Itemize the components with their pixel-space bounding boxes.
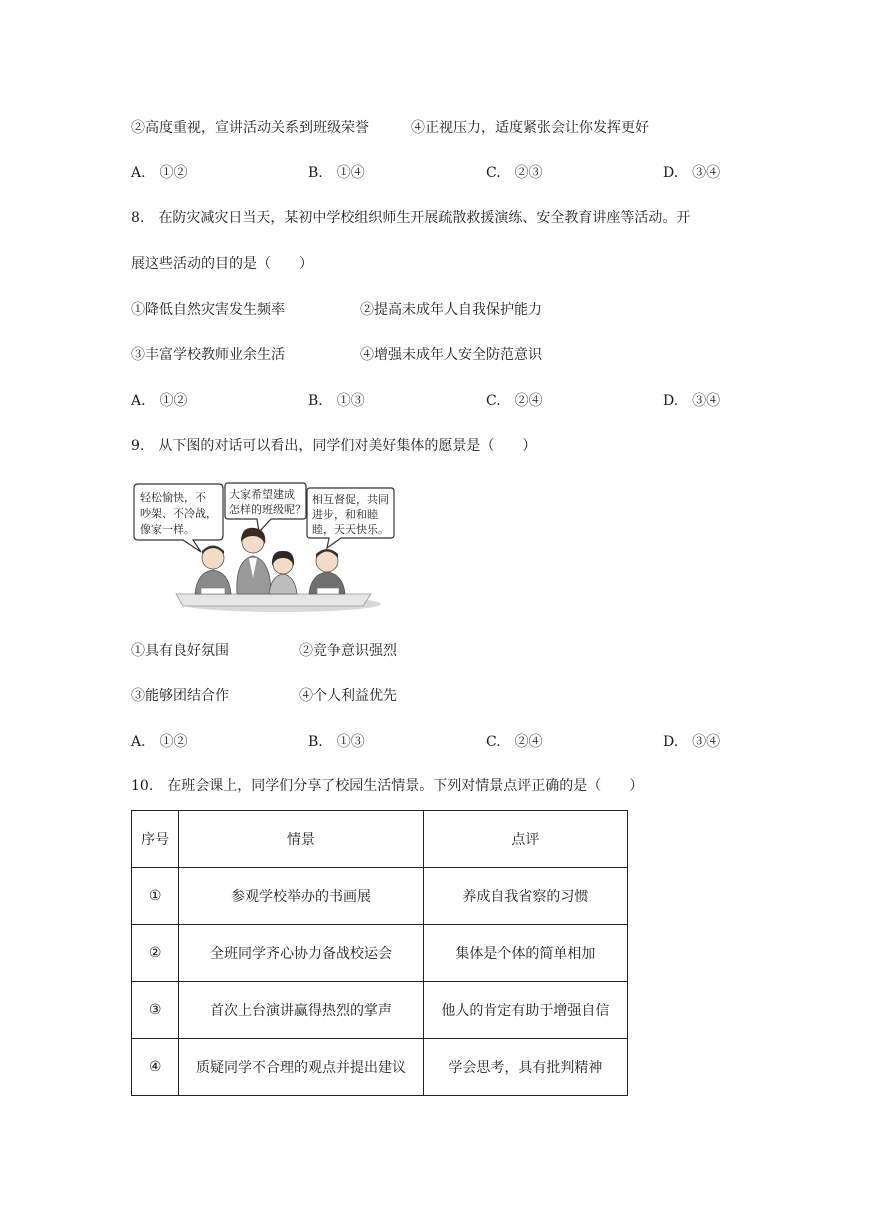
- teacher-standing: [237, 528, 271, 594]
- bubble-right-line1: 相互督促，共同: [312, 494, 389, 506]
- q8-choice-d: D. ③④: [663, 393, 721, 409]
- bubble-right-line2: 进步，和和睦: [312, 509, 378, 521]
- q7-choice-b: B. ①④: [308, 165, 365, 181]
- q7-choice-c: C. ②③: [486, 165, 543, 181]
- bubble-left-line2: 吵架、不冷战，: [140, 508, 217, 520]
- q8-stem-line2: 展这些活动的目的是（ ）: [131, 256, 313, 272]
- q7-option-line: ②高度重视，宣讲活动关系到班级荣誉 ④正视压力，适度紧张会让你发挥更好: [131, 120, 649, 136]
- table-row: [132, 982, 628, 1039]
- speech-bubble-middle: [225, 483, 306, 532]
- table-row: [132, 868, 628, 925]
- header-comment: 点评: [423, 811, 627, 868]
- row-scenario: 参观学校举办的书画展: [179, 868, 424, 925]
- q8-option-1: ①降低自然灾害发生频率: [131, 302, 285, 318]
- row-number: ②: [132, 925, 179, 982]
- q9-option-1: ①具有良好氛围: [131, 643, 229, 659]
- class-discussion-illustration: [131, 482, 401, 614]
- bubble-middle-line2: 怎样的班级呢？: [229, 504, 306, 516]
- row-comment: 学会思考，具有批判精神: [423, 1039, 627, 1096]
- bubble-left-line3: 像家一样。: [140, 524, 195, 536]
- row-comment: 集体是个体的简单相加: [423, 925, 627, 982]
- table-header-row: [132, 811, 628, 868]
- header-scenario: 情景: [179, 811, 424, 868]
- q8-option-2: ②提高未成年人自我保护能力: [360, 302, 542, 318]
- table-row: [132, 925, 628, 982]
- scenario-evaluation-table: [131, 810, 628, 1096]
- header-number: 序号: [132, 811, 179, 868]
- q9-choice-b: B. ①③: [308, 734, 365, 750]
- row-number: ④: [132, 1039, 179, 1096]
- q8-choice-c: C. ②④: [486, 393, 543, 409]
- q8-stem-line1: 8. 在防灾减灾日当天，某初中学校组织师生开展疏散救援演练、安全教育讲座等活动。开: [131, 210, 691, 226]
- q10-stem: 10. 在班会课上，同学们分享了校园生活情景。下列对情景点评正确的是（ ）: [131, 778, 644, 794]
- speech-bubble-left: [134, 484, 223, 552]
- speech-bubble-right: [307, 488, 394, 548]
- row-number: ①: [132, 868, 179, 925]
- table-row: [132, 1039, 628, 1096]
- q9-choice-c: C. ②④: [486, 734, 543, 750]
- student-girl-middle: [269, 551, 297, 594]
- row-comment: 养成自我省察的习惯: [423, 868, 627, 925]
- desk: [176, 594, 371, 606]
- q7-choice-d: D. ③④: [663, 165, 721, 181]
- q9-choice-a: A. ①②: [131, 734, 188, 750]
- q8-option-4: ④增强未成年人安全防范意识: [360, 347, 542, 363]
- row-scenario: 首次上台演讲赢得热烈的掌声: [179, 982, 424, 1039]
- bubble-left-line1: 轻松愉快，不: [140, 492, 206, 504]
- bubble-middle-line1: 大家希望建成: [229, 489, 295, 501]
- row-number: ③: [132, 982, 179, 1039]
- q9-option-4: ④个人利益优先: [299, 688, 397, 704]
- student-boy-right: [309, 549, 345, 594]
- row-scenario: 质疑同学不合理的观点并提出建议: [179, 1039, 424, 1096]
- q7-choice-a: A. ①②: [131, 165, 188, 181]
- q9-option-2: ②竞争意识强烈: [299, 643, 397, 659]
- bubble-right-line3: 睦，天天快乐。: [312, 524, 389, 536]
- q8-choice-a: A. ①②: [131, 393, 188, 409]
- row-scenario: 全班同学齐心协力备战校运会: [179, 925, 424, 982]
- q8-option-3: ③丰富学校教师业余生活: [131, 347, 285, 363]
- q9-option-3: ③能够团结合作: [131, 688, 229, 704]
- row-comment: 他人的肯定有助于增强自信: [423, 982, 627, 1039]
- q9-choice-d: D. ③④: [663, 734, 721, 750]
- student-boy-left: [195, 546, 231, 595]
- q8-choice-b: B. ①③: [308, 393, 365, 409]
- q9-stem: 9. 从下图的对话可以看出，同学们对美好集体的愿景是（ ）: [131, 438, 537, 454]
